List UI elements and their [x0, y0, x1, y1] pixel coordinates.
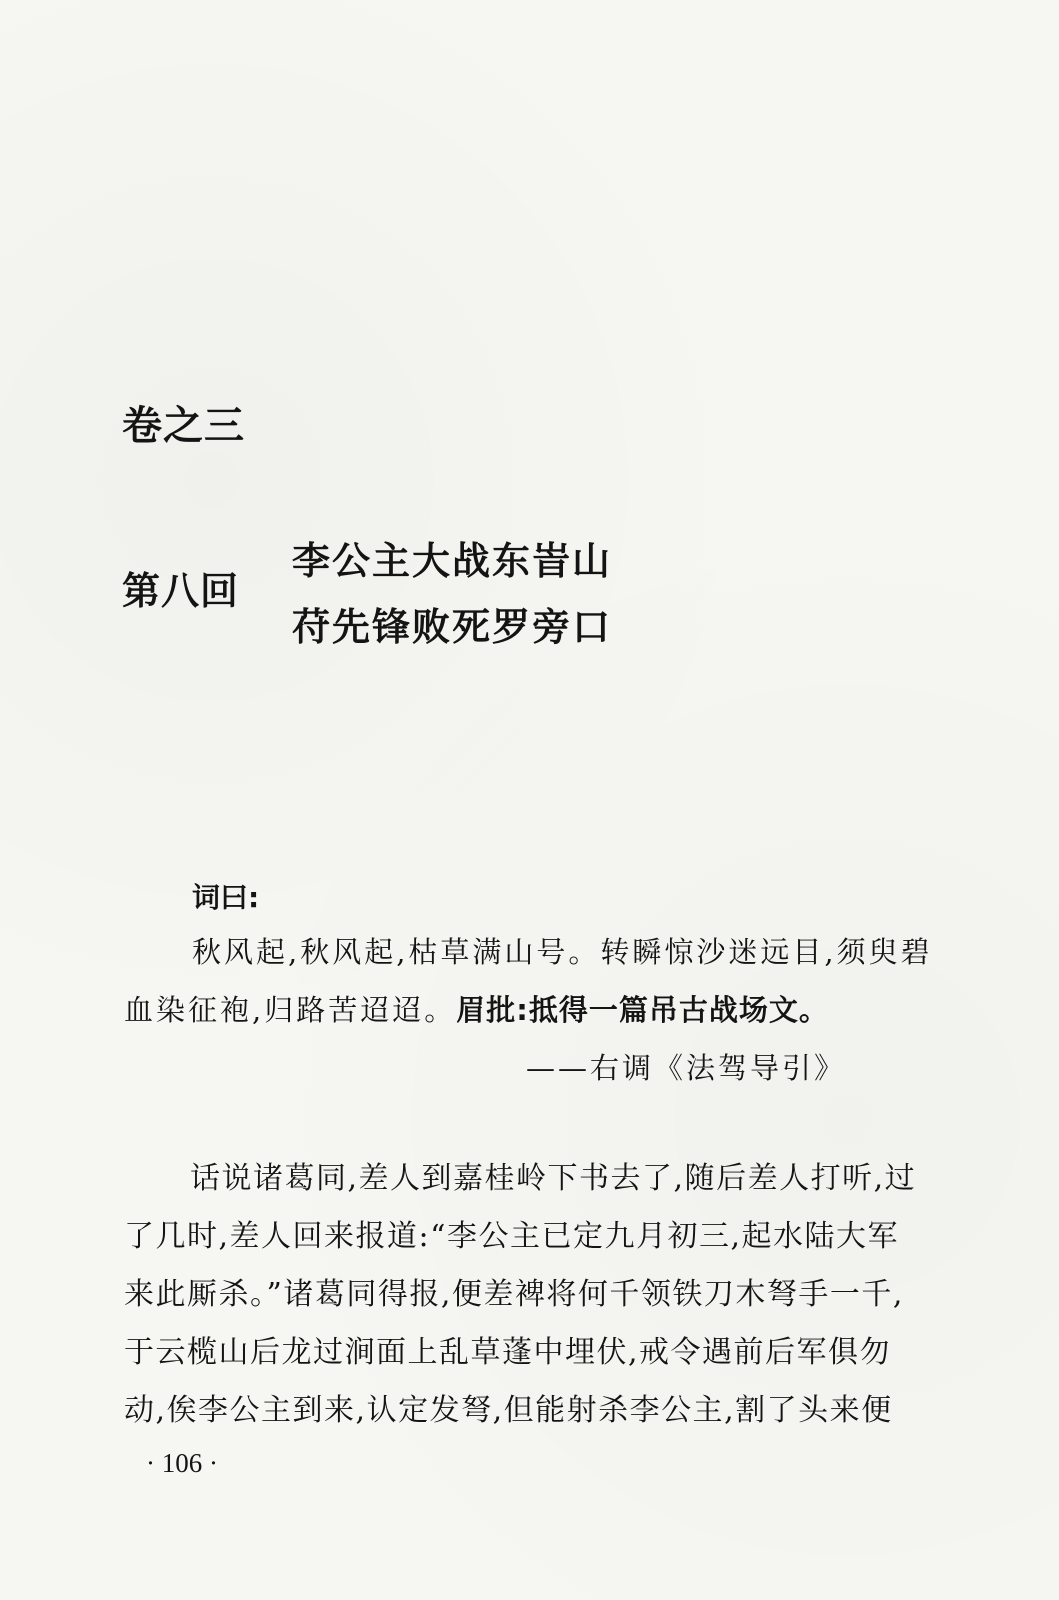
ci-label: 词曰: [192, 881, 260, 914]
volume-title: 卷之三 [122, 402, 245, 449]
poem-line-2-text: 血染征袍,归路苦迢迢。 [124, 993, 457, 1027]
body-line: 话说诸葛同,差人到嘉桂岭下书去了,随后差人打听,过 [190, 1161, 917, 1196]
poem-attribution: ——右调《法驾导引》 [526, 1051, 847, 1085]
poem-line-1: 秋风起,秋风起,枯草满山号。转瞬惊沙迷远目,须臾碧 [192, 935, 933, 969]
chapter-title-line-2: 苻先锋败死罗旁口 [292, 604, 613, 649]
body-line: 动,俟李公主到来,认定发弩,但能射杀李公主,割了头来便 [124, 1393, 893, 1428]
body-line: 了几时,差人回来报道:“李公主已定九月初三,起水陆大军 [124, 1219, 900, 1254]
body-line: 于云榄山后龙过涧面上乱草蓬中埋伏,戒令遇前后军俱勿 [124, 1335, 892, 1370]
chapter-number: 第八回 [122, 568, 240, 613]
poem-line-2 [124, 988, 829, 1029]
page-number: · 106 · [146, 1448, 218, 1478]
body-line: 来此厮杀。”诸葛同得报,便差裨将何千领铁刀木弩手一千, [124, 1277, 904, 1312]
chapter-title-line-1: 李公主大战东峕山 [292, 538, 613, 583]
marginal-comment: 眉批:抵得一篇吊古战场文。 [456, 993, 829, 1027]
